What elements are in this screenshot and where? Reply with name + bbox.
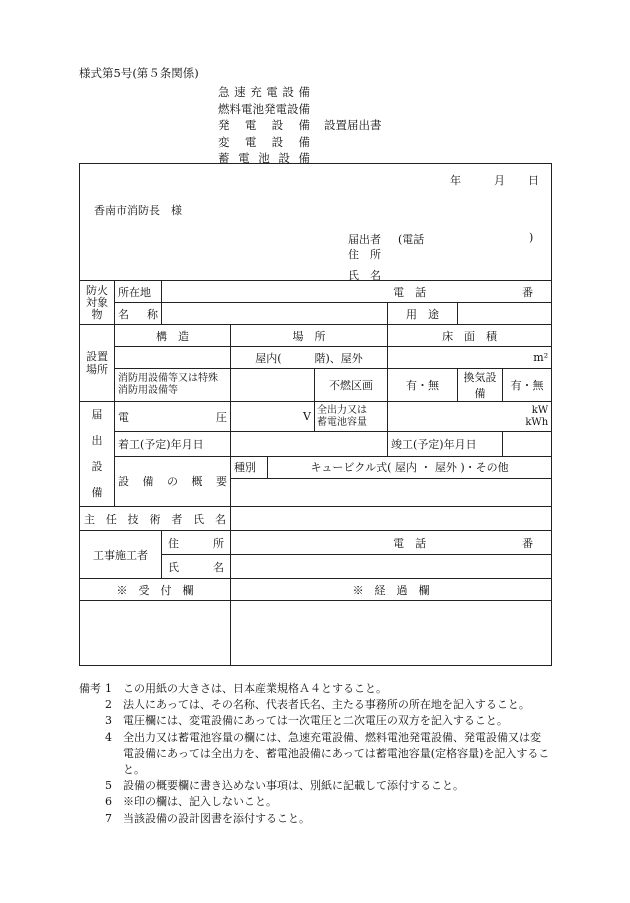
- object-name-label: 名 称: [115, 303, 162, 325]
- note-text: 全出力又は蓄電池容量の欄には、急速充電設備、燃料電池発電設備、発電設備又は変電設備にあっては全出力を、蓄電池設備にあっては蓄電池容量(定格容量)を記入すること。: [123, 730, 550, 777]
- summary-label: 設 備 の 概 要: [115, 456, 231, 506]
- note-number: 1: [105, 682, 112, 695]
- header-block: [80, 164, 552, 281]
- type-label: 種別: [231, 457, 268, 478]
- note-item: [79, 681, 551, 697]
- progress-label: ※ 経 過 欄: [231, 579, 552, 601]
- note-number: 3: [105, 714, 112, 728]
- contractor-label: 工事施工者: [80, 531, 162, 579]
- applicant-label: 届出者: [348, 233, 381, 246]
- contractor-name-label: 氏 名: [162, 555, 231, 579]
- applicant-address-label: 住 所: [348, 248, 381, 261]
- place-label: 場 所: [231, 325, 388, 347]
- site-header: 設置場所: [80, 325, 115, 402]
- note-item: [79, 778, 551, 794]
- form-number: 様式第5号(第５条関係): [79, 66, 199, 80]
- contractor-address-label: 住 所: [162, 531, 231, 555]
- unit-kw: kW: [531, 404, 549, 416]
- object-name-field[interactable]: [162, 303, 388, 325]
- object-ban-label: 番: [522, 285, 534, 299]
- note-item: [79, 713, 551, 729]
- note-text: ※印の欄は、記入しないこと。: [123, 795, 277, 809]
- contractor-phone-label: 電 話: [393, 536, 427, 550]
- floor-area-field[interactable]: m²: [388, 347, 552, 369]
- voltage-field[interactable]: V: [231, 402, 315, 432]
- note-number: 5: [105, 779, 112, 793]
- output-label-line1: 全出力又は: [317, 404, 367, 416]
- title-line-transformer: 変 電 設 備: [218, 134, 310, 149]
- progress-field: [231, 601, 552, 666]
- addressee: 香南市消防長 様: [94, 204, 182, 217]
- location-field[interactable]: [162, 281, 552, 303]
- note-text: 当該設備の設計図書を添付すること。: [123, 811, 310, 825]
- contractor-address-field[interactable]: [231, 531, 552, 555]
- note-item: [79, 730, 551, 779]
- applicant-name-label: 氏 名: [348, 269, 381, 282]
- note-text: 電圧欄には、変電設備にあっては一次電圧と二次電圧の双方を記入すること。: [123, 714, 508, 728]
- note-number: 4: [105, 730, 112, 744]
- date-month-label: 月: [494, 174, 505, 187]
- summary-field[interactable]: [231, 456, 552, 506]
- reception-label: ※ 受 付 欄: [80, 579, 231, 601]
- output-field[interactable]: [388, 402, 552, 432]
- output-label: [315, 402, 388, 432]
- object-phone-label: 電 話: [393, 285, 427, 299]
- equipment-header: 届出設備: [80, 402, 115, 507]
- floor-area-label: 床 面 積: [388, 325, 552, 347]
- chief-engineer-field[interactable]: [231, 507, 552, 531]
- fire-equipment-field[interactable]: [231, 369, 315, 402]
- note-number: 7: [105, 811, 112, 825]
- note-text: 設備の概要欄に書き込めない事項は、別紙に記載して添付すること。: [123, 779, 464, 793]
- note-text: 法人にあっては、その名称、代表者氏名、主たる事務所の所在地を記入すること。: [123, 698, 530, 712]
- notification-form-table: [79, 163, 552, 666]
- notes-section: [79, 681, 551, 827]
- start-date-label: 着工(予定)年月日: [115, 432, 231, 457]
- title-line-quick-charger: 急速充電設備: [218, 85, 310, 99]
- fire-equipment-label: 消防用設備等又は特殊消防用設備等: [115, 369, 231, 402]
- date-day-label: 日: [528, 174, 539, 187]
- noncombustible-label: 不燃区画: [315, 369, 388, 402]
- applicant-phone-label: (電話: [398, 233, 425, 246]
- use-field[interactable]: [458, 303, 552, 325]
- applicant-phone-close: ): [529, 231, 534, 244]
- structure-field[interactable]: [115, 347, 231, 369]
- note-number: 6: [105, 795, 112, 809]
- chief-engineer-label: 主 任 技 術 者 氏 名: [80, 507, 231, 531]
- reception-field: [80, 601, 231, 666]
- note-number: 2: [105, 698, 112, 712]
- noncombustible-yes-no[interactable]: 有・無: [388, 369, 458, 402]
- document-title: [218, 84, 382, 167]
- fire-object-header: 防火対象物: [80, 281, 115, 325]
- notes-head: 備考: [79, 682, 101, 695]
- start-date-field[interactable]: [231, 432, 388, 457]
- title-line-generator: 発 電 設 備: [218, 118, 310, 133]
- structure-label: 構 造: [115, 325, 231, 347]
- note-text: この用紙の大きさは、日本産業規格Ａ４とすること。: [123, 682, 387, 695]
- output-label-line2: 蓄電池容量: [317, 416, 367, 428]
- note-item: [79, 697, 551, 713]
- unit-kwh: kWh: [525, 416, 549, 428]
- title-line-fuel-cell: 燃料電池発電設備: [218, 101, 310, 116]
- title-line-battery: 蓄電池設備: [218, 151, 310, 166]
- ventilation-label: 換気設備: [458, 369, 503, 402]
- use-label: 用 途: [388, 303, 458, 325]
- note-item: [79, 811, 551, 827]
- contractor-name-field[interactable]: [231, 555, 552, 579]
- type-options[interactable]: キュービクル式( 屋内 ・ 屋外 )・その他: [310, 461, 509, 475]
- note-item: [79, 794, 551, 810]
- place-field[interactable]: 屋内( 階)、屋外: [231, 347, 388, 369]
- end-date-label: 竣工(予定)年月日: [388, 432, 503, 457]
- ventilation-yes-no[interactable]: 有・無: [503, 369, 552, 402]
- date-line: [450, 172, 539, 188]
- date-year-label: 年: [450, 174, 461, 187]
- location-label: 所在地: [115, 281, 162, 303]
- voltage-label: 電 圧: [115, 402, 231, 432]
- title-suffix: 設置届出書: [324, 118, 382, 133]
- end-date-field[interactable]: [503, 432, 552, 457]
- contractor-ban-label: 番: [522, 536, 534, 550]
